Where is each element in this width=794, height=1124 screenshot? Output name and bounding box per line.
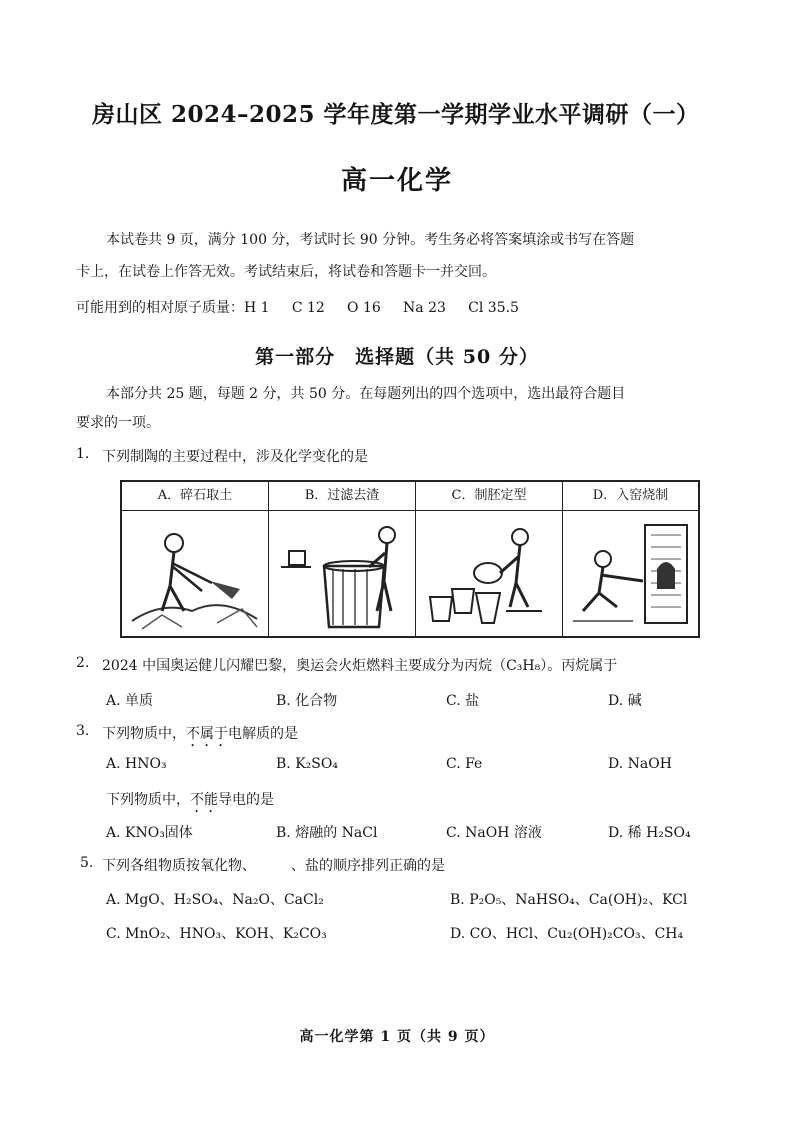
question-stem (102, 723, 298, 750)
option-b[interactable]: B. P₂O₅、NaHSO₄、Ca(OH)₂、KCl (450, 892, 688, 908)
question-number: 5. (80, 855, 94, 871)
stem-pre: 下列物质中， (106, 792, 190, 808)
page-footer: 高一化学第 1 页（共 9 页） (299, 1029, 495, 1045)
option-c[interactable]: C. NaOH 溶液 (446, 825, 542, 841)
stem-pre: 下列物质中， (102, 726, 186, 742)
atomic-masses: 可能用到的相对原子质量：H 1 C 12 O 16 Na 23 Cl 35.5 (76, 300, 519, 316)
question-number: 3. (76, 723, 90, 739)
stem-emphasis: 不能 (190, 792, 218, 808)
option-d[interactable]: D. 稀 H₂SO₄ (608, 825, 691, 841)
option-label: A．碎石取土 (122, 482, 268, 511)
option-b[interactable]: B. K₂SO₄ (276, 756, 338, 772)
option-b[interactable]: B. 熔融的 NaCl (276, 825, 378, 841)
option-cell-b[interactable] (269, 482, 416, 636)
option-cell-c[interactable] (416, 482, 563, 636)
stem-post: 电解质的是 (228, 726, 298, 742)
stem-emphasis: 不属于 (186, 726, 228, 742)
option-c[interactable]: C. MnO₂、HNO₃、KOH、K₂CO₃ (106, 926, 327, 942)
question-1-image-table (120, 480, 700, 638)
page-subtitle: 高一化学 (340, 166, 453, 196)
instructions-line2: 卡上，在试卷上作答无效。考试结束后，将试卷和答题卡一并交回。 (76, 264, 496, 280)
instructions-line1: 本试卷共 9 页，满分 100 分，考试时长 90 分钟。考生务必将答案填涂或书写在答题 (106, 232, 635, 248)
option-label: C．制胚定型 (416, 482, 562, 511)
digging-soil-illustration (122, 511, 268, 635)
kiln-firing-illustration (563, 511, 698, 635)
option-c[interactable]: C. 盐 (446, 693, 480, 709)
question-stem: 下列各组物质按氧化物、 、盐的顺序排列正确的是 (102, 858, 445, 874)
question-number: 2. (76, 655, 90, 671)
option-a[interactable]: A. MgO、H₂SO₄、Na₂O、CaCl₂ (106, 892, 324, 908)
question-number: 1. (76, 446, 90, 462)
option-b[interactable]: B. 化合物 (276, 693, 338, 709)
question-stem: 2024 中国奥运健儿闪耀巴黎，奥运会火炬燃料主要成分为丙烷（C₃H₈）。丙烷属于 (102, 658, 618, 674)
option-label: D．入窑烧制 (563, 482, 698, 511)
section-title: 第一部分 选择题（共 50 分） (255, 346, 539, 368)
question-stem (106, 789, 274, 816)
filtering-illustration (269, 511, 415, 635)
question-stem: 下列制陶的主要过程中，涉及化学变化的是 (102, 449, 368, 465)
option-cell-d[interactable] (563, 482, 698, 636)
section-desc-line1: 本部分共 25 题，每题 2 分，共 50 分。在每题列出的四个选项中，选出最符合题目 (106, 386, 626, 402)
page-title: 房山区 2024–2025 学年度第一学期学业水平调研（一） (92, 101, 700, 128)
section-desc-line2: 要求的一项。 (76, 415, 160, 431)
option-label: B．过滤去渣 (269, 482, 415, 511)
stem-post: 导电的是 (218, 792, 274, 808)
option-d[interactable]: D. 碱 (608, 693, 642, 709)
option-cell-a[interactable] (122, 482, 269, 636)
option-d[interactable]: D. CO、HCl、Cu₂(OH)₂CO₃、CH₄ (450, 926, 684, 942)
option-a[interactable]: A. HNO₃ (106, 756, 167, 772)
shaping-illustration (416, 511, 562, 635)
option-a[interactable]: A. KNO₃固体 (106, 825, 193, 841)
option-a[interactable]: A. 单质 (106, 693, 154, 709)
option-d[interactable]: D. NaOH (608, 756, 672, 772)
option-c[interactable]: C. Fe (446, 756, 483, 772)
